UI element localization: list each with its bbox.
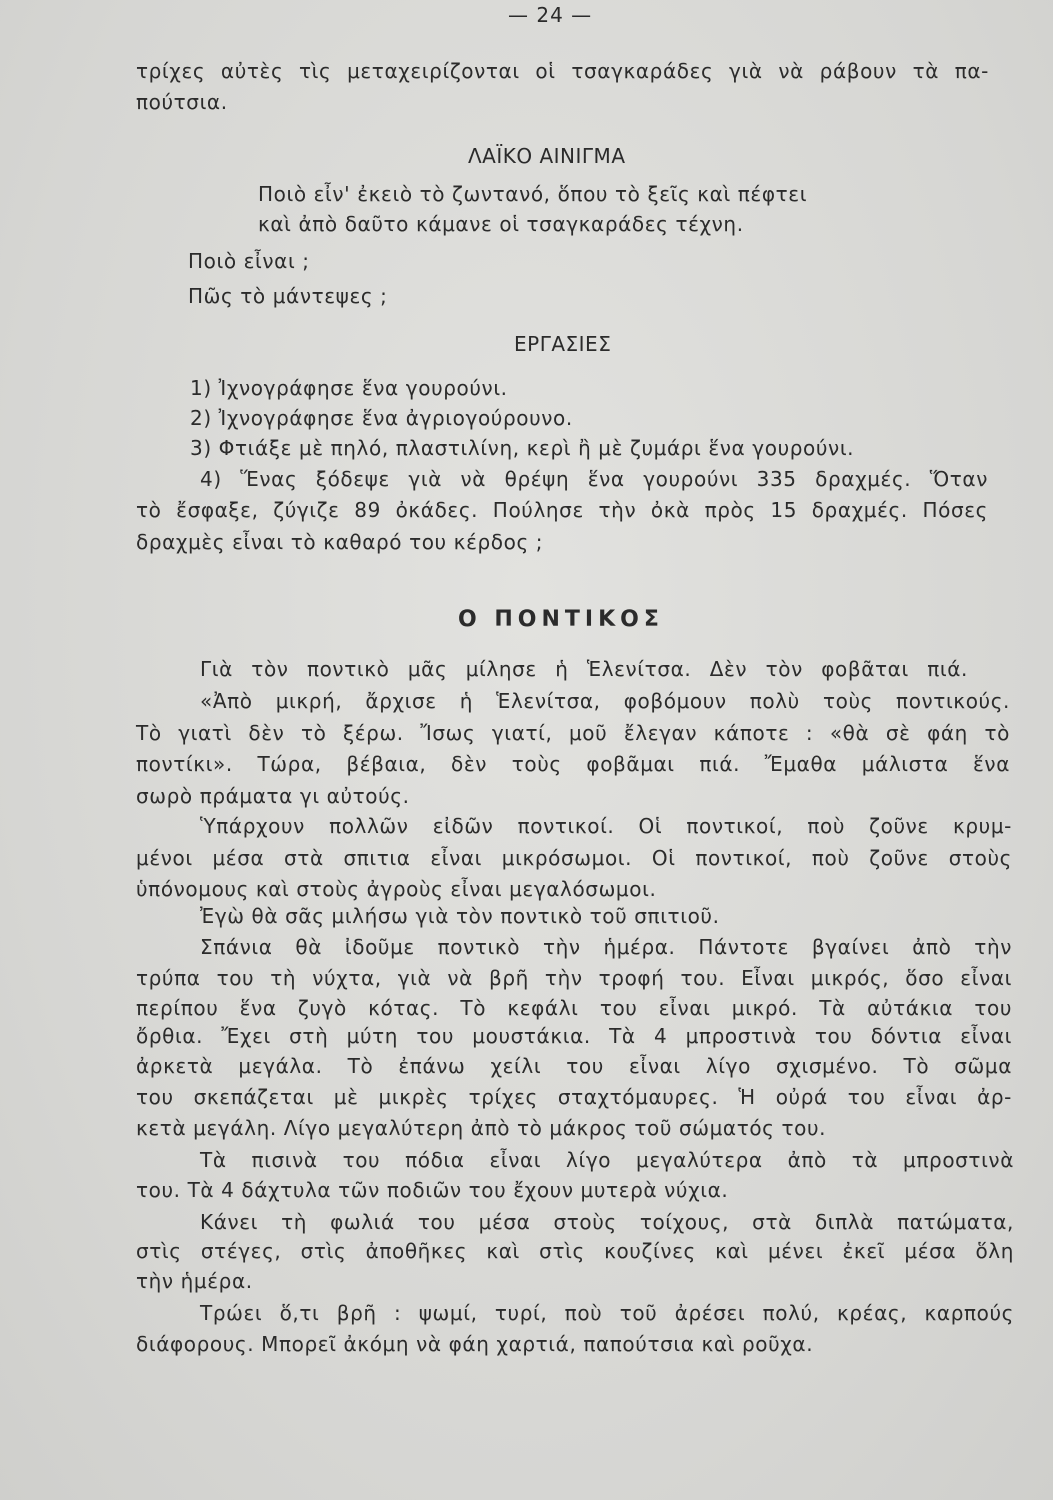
- page-number: — 24 —: [508, 3, 593, 27]
- story-line-16: κετὰ μεγάλη. Λίγο μεγαλύτερη ἀπὸ τὸ μάκρος τοῦ σώματός του.: [136, 1116, 827, 1140]
- riddle-question-2: Πῶς τὸ μάντεψες ;: [188, 284, 388, 308]
- story-line-1: Γιὰ τὸν ποντικὸ μᾶς μίλησε ἡ Ἑλενίτσα. Δὲν τὸν φοβᾶται πιά.: [200, 657, 968, 681]
- exercise-item-4-line-3: δραχμὲς εἶναι τὸ καθαρό του κέρδος ;: [136, 530, 544, 554]
- story-line-4: ποντίκι». Τώρα, βέβαια, δὲν τοὺς φοβᾶμαι πιά. Ἔμαθα μάλιστα ἕνα: [136, 752, 1010, 776]
- story-title: Ο ΠΟΝΤΙΚΟΣ: [458, 607, 664, 632]
- exercise-item-4-line-1: 4) Ἕνας ξόδεψε γιὰ νὰ θρέψη ἕνα γουρούνι 335 δραχμές. Ὅταν: [200, 467, 988, 491]
- story-line-2: «Ἀπὸ μικρή, ἄρχισε ἡ Ἑλενίτσα, φοβόμουν πολὺ τοὺς ποντικούς.: [200, 689, 1010, 713]
- story-line-12: περίπου ἕνα ζυγὸ κότας. Τὸ κεφάλι του εἶναι μικρό. Τὰ αὐτάκια του: [136, 996, 1012, 1020]
- story-line-5: σωρὸ πράματα γι αὐτούς.: [136, 784, 410, 808]
- story-line-6: Ὑπάρχουν πολλῶν εἰδῶν ποντικοί. Οἱ ποντικοί, ποὺ ζοῦνε κρυμ-: [200, 814, 1012, 838]
- story-line-9: Ἐγὼ θὰ σᾶς μιλήσω γιὰ τὸν ποντικὸ τοῦ σπιτιοῦ.: [200, 904, 720, 928]
- exercises-title: ΕΡΓΑΣΙΕΣ: [514, 332, 612, 356]
- story-line-21: τὴν ἡμέρα.: [136, 1269, 253, 1293]
- story-line-8: ὑπόνομους καὶ στοὺς ἀγροὺς εἶναι μεγαλόσωμοι.: [136, 877, 657, 901]
- story-line-14: ἀρκετὰ μεγάλα. Τὸ ἐπάνω χείλι του εἶναι λίγο σχισμένο. Τὸ σῶμα: [136, 1054, 1012, 1078]
- exercise-item-2: 2) Ἰχνογράφησε ἕνα ἀγριογούρουνο.: [190, 406, 573, 430]
- story-line-15: του σκεπάζεται μὲ μικρὲς τρίχες σταχτόμαυρες. Ἡ οὐρά του εἶναι ἀρ-: [136, 1085, 1012, 1109]
- story-line-20: στὶς στέγες, στὶς ἀποθῆκες καὶ στὶς κουζίνες καὶ μένει ἐκεῖ μέσα ὅλη: [136, 1239, 1014, 1263]
- story-line-18: του. Τὰ 4 δάχτυλα τῶν ποδιῶν του ἔχουν μυτερὰ νύχια.: [136, 1178, 729, 1202]
- story-line-19: Κάνει τὴ φωλιά του μέσα στοὺς τοίχους, στὰ διπλὰ πατώματα,: [200, 1210, 1014, 1234]
- exercise-item-1: 1) Ἰχνογράφησε ἕνα γουρούνι.: [190, 376, 508, 400]
- story-line-23: διάφορους. Μπορεῖ ἀκόμη νὰ φάη χαρτιά, παπούτσια καὶ ροῦχα.: [136, 1332, 814, 1356]
- riddle-title: ΛΑΪΚΟ ΑΙΝΙΓΜΑ: [468, 144, 626, 168]
- story-line-11: τρύπα του τὴ νύχτα, γιὰ νὰ βρῆ τὴν τροφή του. Εἶναι μικρός, ὅσο εἶναι: [136, 966, 1012, 990]
- story-line-22: Τρώει ὅ,τι βρῆ : ψωμί, τυρί, ποὺ τοῦ ἀρέσει πολύ, κρέας, καρπούς: [200, 1301, 1014, 1325]
- story-line-3: Τὸ γιατὶ δὲν τὸ ξέρω. Ἴσως γιατί, μοῦ ἔλεγαν κάποτε : «θὰ σὲ φάη τὸ: [136, 721, 1010, 745]
- riddle-verse-line-2: καὶ ἀπὸ δαῦτο κάμανε οἱ τσαγκαράδες τέχνη.: [258, 212, 744, 236]
- story-line-10: Σπάνια θὰ ἰδοῦμε ποντικὸ τὴν ἡμέρα. Πάντοτε βγαίνει ἀπὸ τὴν: [200, 935, 1012, 959]
- riddle-question-1: Ποιὸ εἶναι ;: [188, 249, 310, 273]
- exercise-item-4-line-2: τὸ ἔσφαξε, ζύγιζε 89 ὀκάδες. Πούλησε τὴν ὀκὰ πρὸς 15 δραχμές. Πόσες: [136, 498, 988, 522]
- exercise-item-3: 3) Φτιάξε μὲ πηλό, πλαστιλίνη, κερὶ ἢ μὲ ζυμάρι ἕνα γουρούνι.: [190, 436, 855, 460]
- intro-line-1: τρίχες αὐτὲς τὶς μεταχειρίζονται οἱ τσαγκαράδες γιὰ νὰ ράβουν τὰ πα-: [136, 59, 989, 83]
- story-line-17: Τὰ πισινὰ του πόδια εἶναι λίγο μεγαλύτερα ἀπὸ τὰ μπροστινὰ: [200, 1148, 1014, 1172]
- intro-line-2: πούτσια.: [136, 90, 228, 114]
- story-line-13: ὄρθια. Ἔχει στὴ μύτη του μουστάκια. Τὰ 4 μπροστινὰ του δόντια εἶναι: [136, 1024, 1012, 1048]
- riddle-verse-line-1: Ποιὸ εἶν' ἐκειὸ τὸ ζωντανό, ὅπου τὸ ξεῖς καὶ πέφτει: [258, 182, 808, 206]
- story-line-7: μένοι μέσα στὰ σπιτια εἶναι μικρόσωμοι. Οἱ ποντικοί, ποὺ ζοῦνε στοὺς: [136, 846, 1012, 870]
